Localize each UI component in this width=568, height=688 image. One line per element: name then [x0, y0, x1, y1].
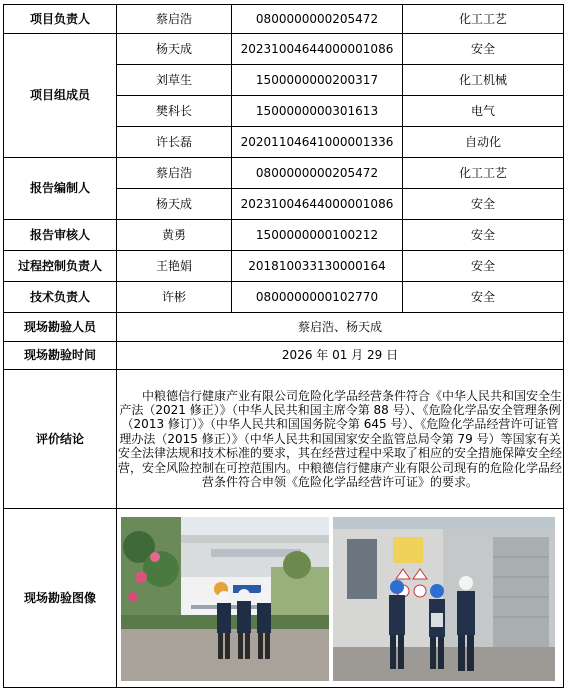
staff-table — [3, 4, 564, 688]
person-name: 樊科长 — [117, 96, 232, 127]
table-row — [4, 313, 564, 342]
major: 安全 — [403, 282, 564, 313]
site-photo-entrance-image — [121, 517, 329, 681]
role-label: 报告编制人 — [4, 158, 117, 220]
table-row — [4, 342, 564, 370]
certificate-number: 20201104641000001336 — [232, 127, 403, 158]
major: 电气 — [403, 96, 564, 127]
person-name: 王艳娟 — [117, 251, 232, 282]
certificate-number: 201810033130000164 — [232, 251, 403, 282]
person-name: 许彬 — [117, 282, 232, 313]
person-name: 刘草生 — [117, 65, 232, 96]
role-label: 过程控制负责人 — [4, 251, 117, 282]
person-name: 许长磊 — [117, 127, 232, 158]
survey-staff-value: 蔡启浩、杨天成 — [117, 313, 564, 342]
role-label: 现场勘验时间 — [4, 342, 117, 370]
table-row — [4, 34, 564, 65]
certificate-number: 0800000000102770 — [232, 282, 403, 313]
major: 化工机械 — [403, 65, 564, 96]
table-row — [4, 370, 564, 509]
certificate-number: 20231004644000001086 — [232, 189, 403, 220]
major: 安全 — [403, 251, 564, 282]
major: 自动化 — [403, 127, 564, 158]
role-label: 报告审核人 — [4, 220, 117, 251]
site-photo-warehouse-image — [333, 517, 555, 681]
site-photo-warehouse — [333, 517, 555, 681]
person-name: 杨天成 — [117, 189, 232, 220]
certificate-number: 1500000000100212 — [232, 220, 403, 251]
table-row — [4, 282, 564, 313]
certificate-number: 1500000000301613 — [232, 96, 403, 127]
person-name: 杨天成 — [117, 34, 232, 65]
major: 化工工艺 — [403, 158, 564, 189]
person-name: 黄勇 — [117, 220, 232, 251]
role-label: 项目负责人 — [4, 5, 117, 34]
table-row — [4, 220, 564, 251]
person-name: 蔡启浩 — [117, 5, 232, 34]
role-label: 技术负责人 — [4, 282, 117, 313]
certificate-number: 20231004644000001086 — [232, 34, 403, 65]
conclusion-text: 中粮德信行健康产业有限公司危险化学品经营条件符合《中华人民共和国安全生产法（2021 修正）》（中华人民共和国主席令第 88 号）、《危险化学品安全管理条例（2013 修订）》（中华人民共和国国务院令第 645 号）、《危险化学品经营许可证管理办法（2015 修正）》（中华人民共和国国家安全监管总局令第 79 号）等国家有关安全法律法规和技术标准的要求，其在经营过程中采取了相应的安全措施保障安全经营，安全风险控制在可控范围内。中粮德信行健康产业有限公司现有的危险化学品经营条件符合申领《危险化学品经营许可证》的要求。 — [117, 370, 564, 509]
images-cell — [117, 509, 564, 688]
table-row — [4, 158, 564, 189]
major: 安全 — [403, 220, 564, 251]
role-label: 现场勘验图像 — [4, 509, 117, 688]
site-photo-entrance — [121, 517, 329, 681]
person-name: 蔡启浩 — [117, 158, 232, 189]
major: 安全 — [403, 34, 564, 65]
table-row — [4, 251, 564, 282]
certificate-number: 1500000000200317 — [232, 65, 403, 96]
role-label: 项目组成员 — [4, 34, 117, 158]
role-label: 评价结论 — [4, 370, 117, 509]
certificate-number: 0800000000205472 — [232, 158, 403, 189]
role-label: 现场勘验人员 — [4, 313, 117, 342]
table-row — [4, 509, 564, 688]
major: 安全 — [403, 189, 564, 220]
major: 化工工艺 — [403, 5, 564, 34]
table-row — [4, 5, 564, 34]
survey-time-value: 2026 年 01 月 29 日 — [117, 342, 564, 370]
certificate-number: 0800000000205472 — [232, 5, 403, 34]
